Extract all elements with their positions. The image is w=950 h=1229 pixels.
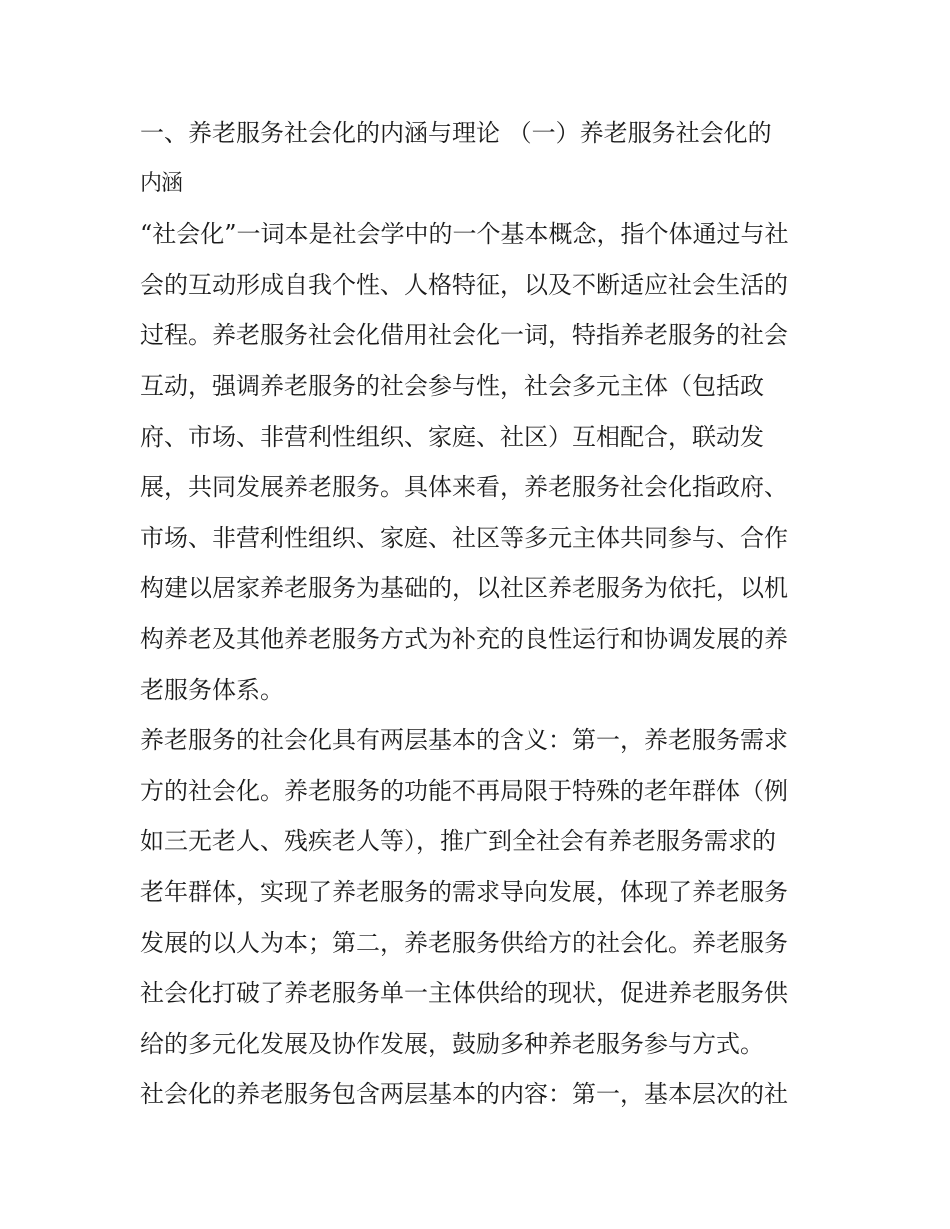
paragraph-1-line-9: 构养老及其他养老服务方式为补充的良性运行和协调发展的养 <box>140 624 788 653</box>
paragraph-2-line-7: 给的多元化发展及协作发展，鼓励多种养老服务参与方式。 <box>140 1029 764 1058</box>
paragraph-1-line-5: 府、市场、非营利性组织、家庭、社区）互相配合，联动发 <box>140 422 764 451</box>
paragraph-2-line-1: 养老服务的社会化具有两层基本的含义：第一，养老服务需求 <box>140 726 788 755</box>
paragraph-1-line-1: “社会化”一词本是社会学中的一个基本概念，指个体通过与社 <box>140 220 789 249</box>
section-heading-line-2: 内涵 <box>140 170 183 196</box>
document-body <box>140 108 820 1120</box>
section-heading-line-1: 一、养老服务社会化的内涵与理论 （一）养老服务社会化的 <box>140 119 772 147</box>
paragraph-3-line-1: 社会化的养老服务包含两层基本的内容：第一，基本层次的社 <box>140 1080 788 1109</box>
paragraph-1-line-4: 互动，强调养老服务的社会参与性，社会多元主体（包括政 <box>140 371 764 400</box>
paragraph-1-line-6: 展，共同发展养老服务。具体来看，养老服务社会化指政府、 <box>140 473 788 502</box>
paragraph-2-line-5: 发展的以人为本；第二，养老服务供给方的社会化。养老服务 <box>140 928 788 957</box>
paragraph-2-line-6: 社会化打破了养老服务单一主体供给的现状，促进养老服务供 <box>140 979 788 1008</box>
paragraph-2-line-2: 方的社会化。养老服务的功能不再局限于特殊的老年群体（例 <box>140 776 788 805</box>
paragraph-2-line-4: 老年群体，实现了养老服务的需求导向发展，体现了养老服务 <box>140 877 788 906</box>
paragraph-1-line-10: 老服务体系。 <box>140 675 284 704</box>
paragraph-1-line-2: 会的互动形成自我个性、人格特征，以及不断适应社会生活的 <box>140 270 788 299</box>
paragraph-1-line-8: 构建以居家养老服务为基础的，以社区养老服务为依托，以机 <box>140 574 788 603</box>
paragraph-1-line-7: 市场、非营利性组织、家庭、社区等多元主体共同参与、合作 <box>140 523 788 552</box>
paragraph-1-line-3: 过程。养老服务社会化借用社会化一词，特指养老服务的社会 <box>140 321 788 350</box>
paragraph-2-line-3: 如三无老人、残疾老人等），推广到全社会有养老服务需求的 <box>140 827 776 856</box>
